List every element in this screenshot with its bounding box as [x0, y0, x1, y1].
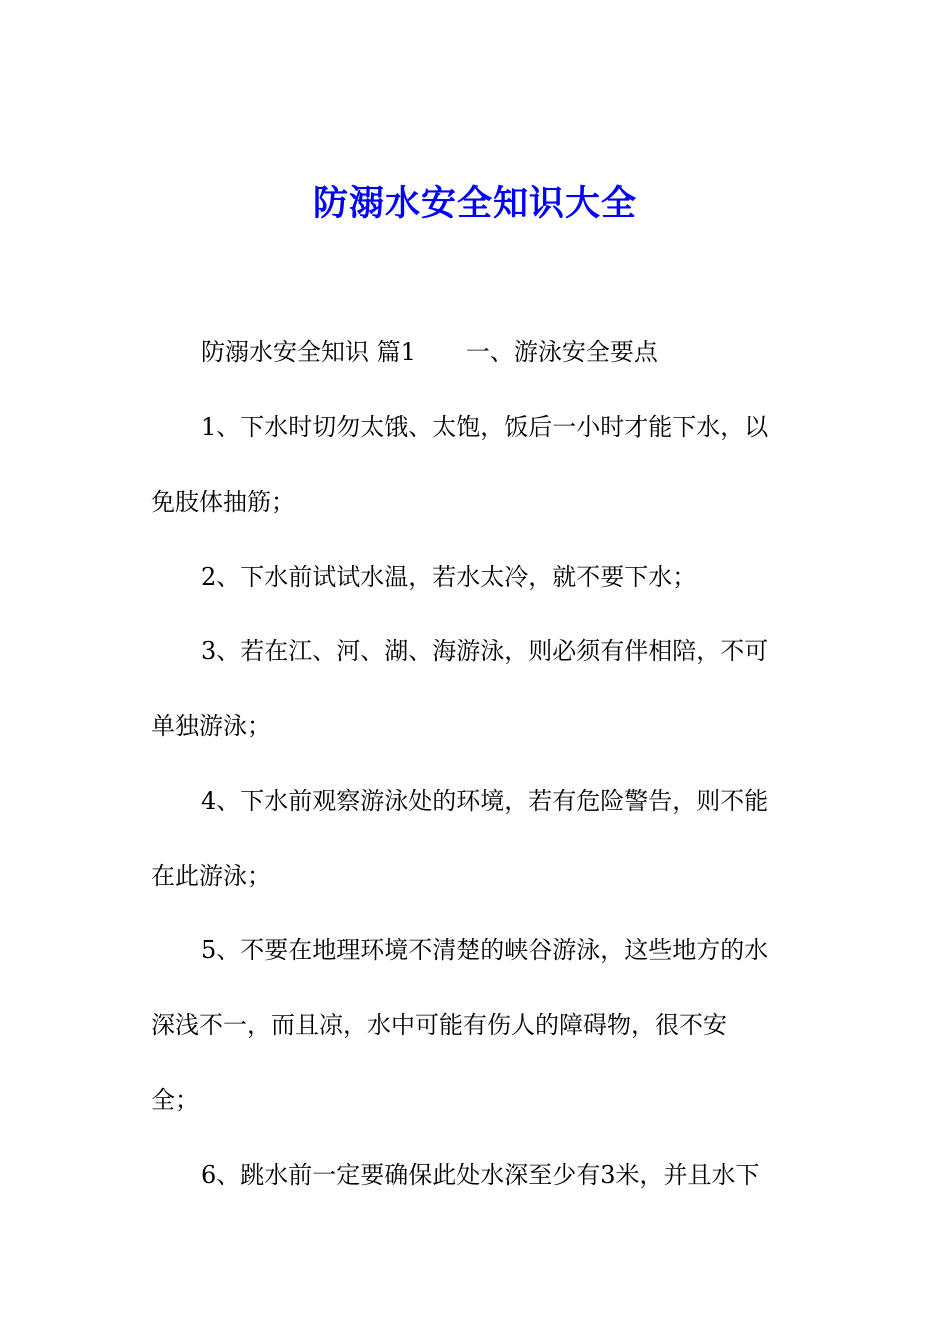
paragraph-line: 2、下水前试试水温，若水太冷，就不要下水；: [201, 563, 697, 591]
article-label: 防溺水安全知识 篇1: [201, 338, 416, 366]
paragraph-line: 在此游泳；: [151, 862, 271, 890]
document-title: 防溺水安全知识大全: [312, 184, 637, 224]
paragraph-line: 6、跳水前一定要确保此处水深至少有3米，并且水下: [201, 1161, 760, 1189]
paragraph-line: 免肢体抽筋；: [151, 488, 295, 516]
paragraph-line: 5、不要在地理环境不清楚的峡谷游泳，这些地方的水: [201, 936, 769, 964]
paragraph-line: 3、若在江、河、湖、海游泳，则必须有伴相陪，不可: [201, 637, 769, 665]
paragraph-line: 全；: [151, 1086, 199, 1114]
section-heading: 一、游泳安全要点: [465, 338, 658, 366]
paragraph-line: 1、下水时切勿太饿、太饱，饭后一小时才能下水，以: [201, 413, 769, 441]
paragraph-line: 4、下水前观察游泳处的环境，若有危险警告，则不能: [201, 787, 769, 815]
intro-line: [201, 334, 658, 370]
paragraph-line: 单独游泳；: [151, 712, 271, 740]
paragraph-line: 深浅不一，而且凉，水中可能有伤人的障碍物，很不安: [151, 1011, 727, 1039]
